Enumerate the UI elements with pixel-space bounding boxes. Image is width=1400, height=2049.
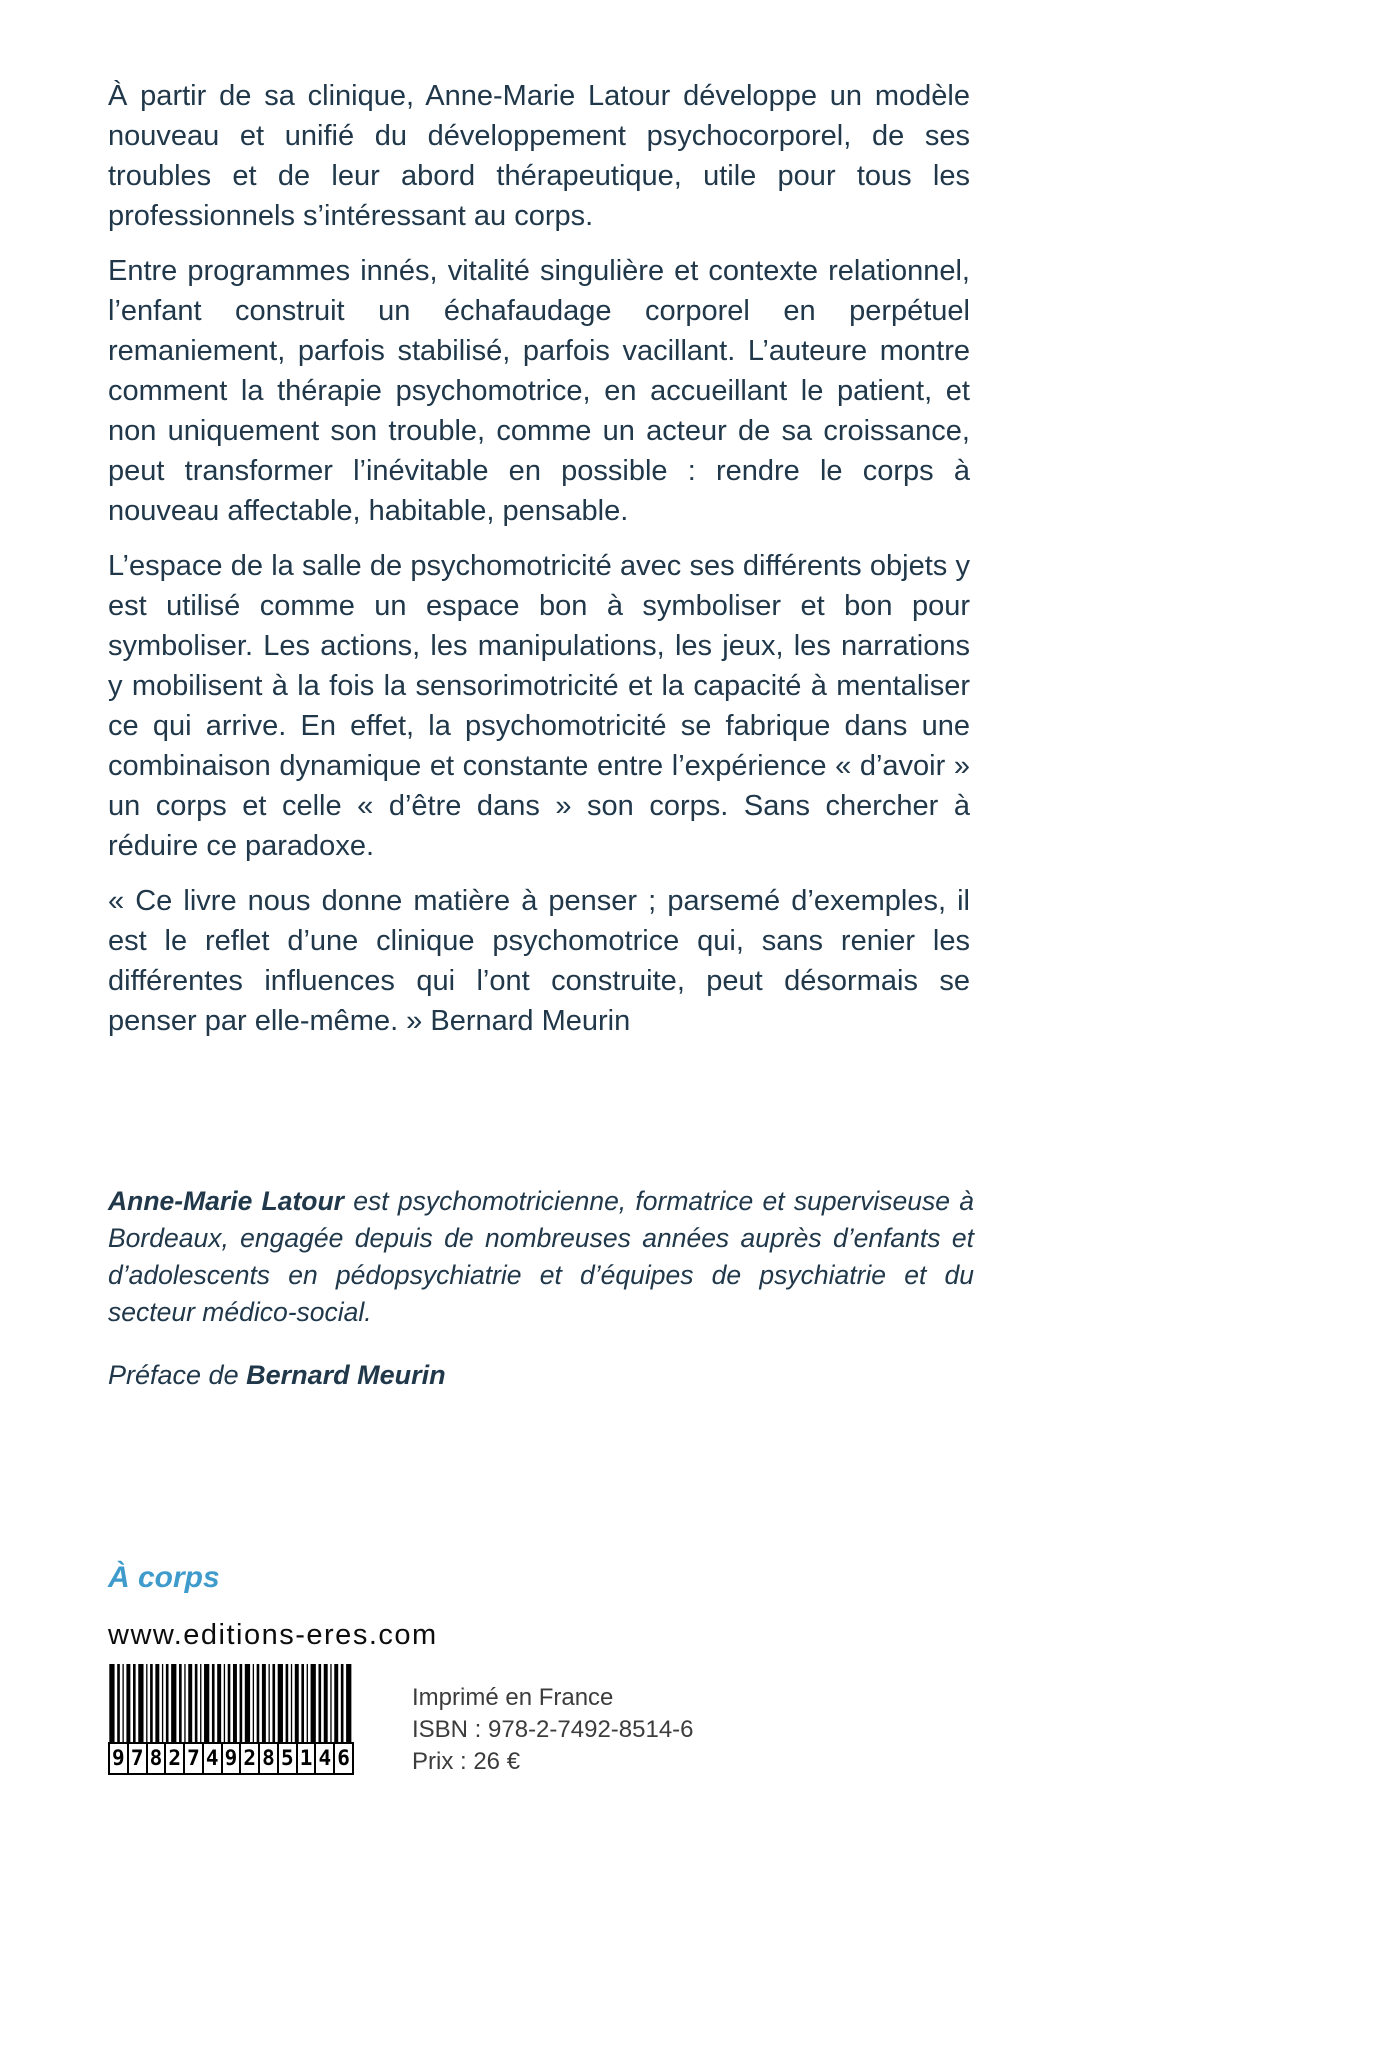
description-paragraph-1: À partir de sa clinique, Anne-Marie Latour développe un modèle nouveau et unifié du développement psychocorporel, de ses troubles et de leur abord thérapeutique, utile pour tous les professionnels s’intéressant au corps. — [108, 80, 970, 232]
quote-paragraph: « Ce livre nous donne matière à penser ; parsemé d’exemples, il est le reflet d’une clinique psychomotrice qui, sans renier les différentes influences qui l’ont construite, peut désormais se penser par elle-même. » Bernard Meurin — [108, 885, 970, 1037]
barcode-digit: 8 — [146, 1744, 165, 1773]
barcode-digit: 4 — [314, 1744, 333, 1773]
barcode-digit: 6 — [333, 1744, 352, 1773]
barcode-digit: 7 — [183, 1744, 202, 1773]
printed-in: Imprimé en France — [412, 1684, 614, 1711]
barcode-bars-icon — [108, 1664, 354, 1742]
isbn: ISBN : 978-2-7492-8514-6 — [412, 1716, 694, 1743]
description-paragraph-3: L’espace de la salle de psychomotricité avec ses différents objets y est utilisé comme un espace bon à symboliser et bon pour symboliser. Les actions, les manipulations, les jeux, les narrations y mobilisent à la fois la sensorimotricité et la capacité à mentaliser ce qui arrive. En effet, la psychomotricité se fabrique dans une combinaison dynamique et constante entre l’expérience « d’avoir » un corps et celle « d’être dans » son corps. Sans chercher à réduire ce paradoxe. — [108, 550, 970, 862]
author-bio — [108, 1183, 974, 1331]
print-info — [412, 1682, 694, 1778]
barcode-digit: 5 — [277, 1744, 296, 1773]
preface-author-name: Bernard Meurin — [246, 1360, 446, 1390]
preface-label: Préface de — [108, 1360, 247, 1390]
barcode-digit: 8 — [258, 1744, 277, 1773]
preface-credit — [108, 1357, 974, 1393]
barcode — [108, 1664, 354, 1775]
description-paragraph-2: Entre programmes innés, vitalité singulière et contexte relationnel, l’enfant construit un échafaudage corporel en perpétuel remaniement, parfois stabilisé, parfois vacillant. L’auteure montre comment la thérapie psychomotrice, en accueillant le patient, et non uniquement son trouble, comme un acteur de sa croissance, peut transformer l’inévitable en possible : rendre le corps à nouveau affectable, habitable, pensable. — [108, 255, 970, 527]
price: Prix : 26 € — [412, 1748, 521, 1775]
author-name: Anne-Marie Latour — [108, 1186, 344, 1216]
barcode-digit: 9 — [221, 1744, 240, 1773]
barcode-digit: 7 — [127, 1744, 146, 1773]
barcode-digits — [108, 1742, 354, 1775]
publisher-website: www.editions-eres.com — [108, 1619, 438, 1651]
collection-title: À corps — [108, 1561, 220, 1594]
barcode-digit: 2 — [164, 1744, 183, 1773]
barcode-digit: 9 — [112, 1746, 125, 1770]
barcode-digit: 2 — [239, 1744, 258, 1773]
barcode-digit: 1 — [296, 1744, 315, 1773]
barcode-digit: 4 — [202, 1744, 221, 1773]
author-bio-text: est psychomotricienne, formatrice et superviseuse à Bordeaux, engagée depuis de nombreuses années auprès d’enfants et d’adolescents en pédopsychiatrie et d’équipes de psychiatrie et du secteur médico-social. — [108, 1186, 974, 1327]
back-cover-description — [108, 76, 970, 1041]
barcode-and-print-info — [108, 1664, 1400, 1778]
